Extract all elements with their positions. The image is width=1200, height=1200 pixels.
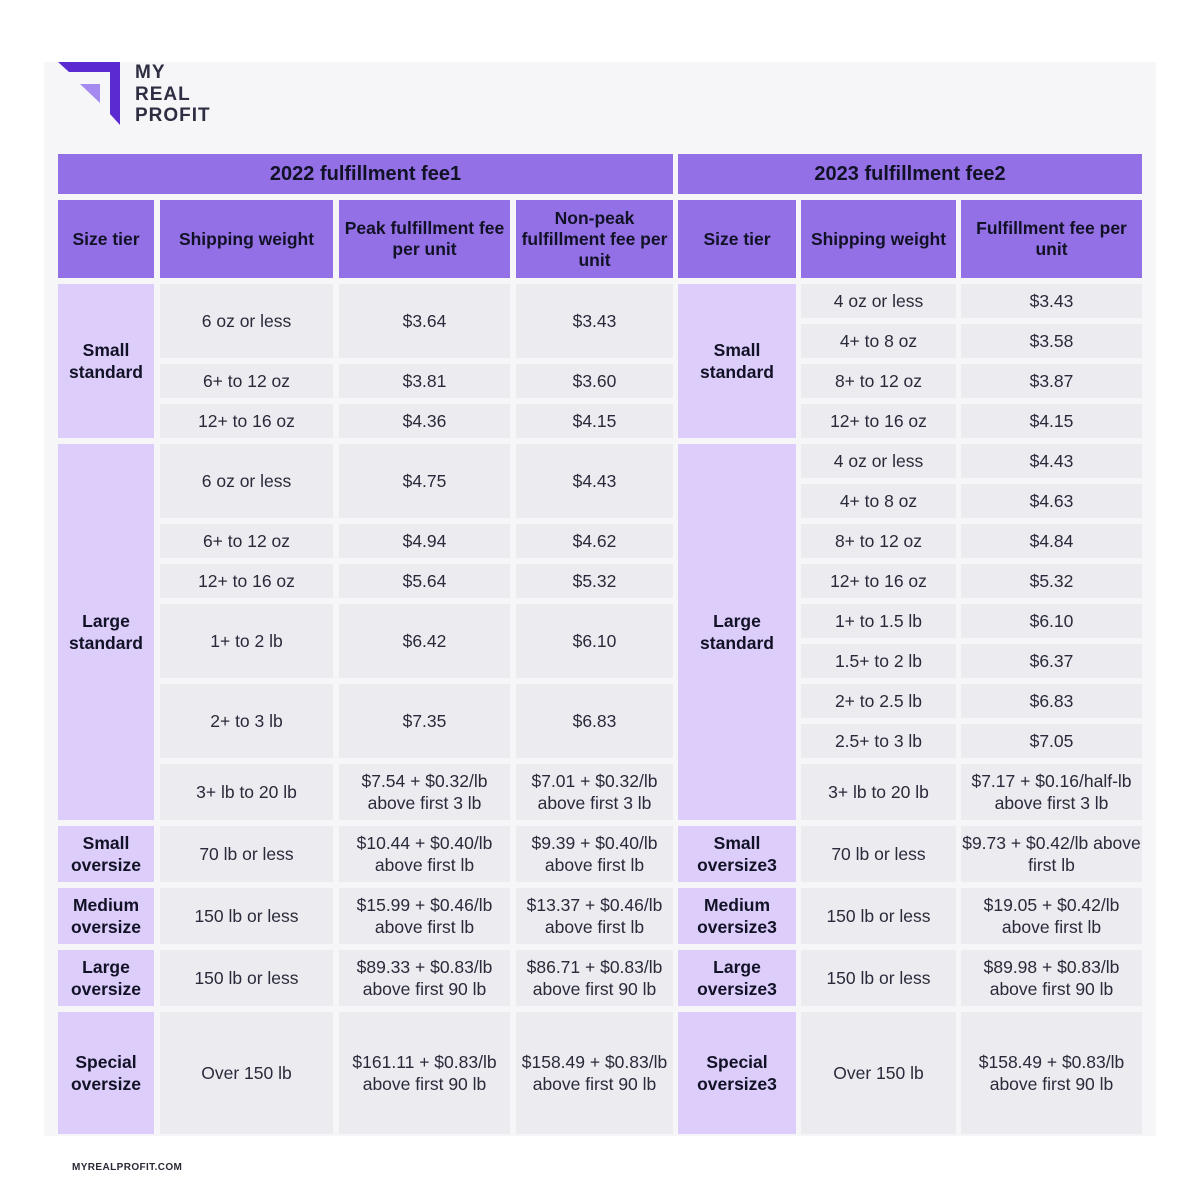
weight-cell: 3+ lb to 20 lb [160, 764, 333, 820]
peak-fee-cell: $4.75 [339, 444, 510, 518]
peak-fee-cell: $5.64 [339, 564, 510, 598]
footer-url: MYREALPROFIT.COM [72, 1162, 183, 1173]
nonpeak-fee-cell: $7.01 + $0.32/lb above first 3 lb [516, 764, 673, 820]
weight-cell: 70 lb or less [160, 826, 333, 882]
table-title-2023: 2023 fulfillment fee2 [678, 154, 1142, 194]
brand-line: PROFIT [135, 105, 211, 126]
weight-cell: 12+ to 16 oz [801, 404, 956, 438]
fee-cell: $9.73 + $0.42/lb above first lb [961, 826, 1142, 882]
size-tier-cell: Medium oversize3 [678, 888, 796, 944]
size-tier-cell: Small oversize [58, 826, 154, 882]
nonpeak-fee-cell: $3.43 [516, 284, 673, 358]
weight-cell: 150 lb or less [801, 950, 956, 1006]
peak-fee-cell: $3.64 [339, 284, 510, 358]
nonpeak-fee-cell: $158.49 + $0.83/lb above first 90 lb [516, 1012, 673, 1134]
header-size-tier: Size tier [678, 200, 796, 278]
weight-cell: 6 oz or less [160, 284, 333, 358]
brand-line: REAL [135, 83, 191, 105]
weight-cell: 3+ lb to 20 lb [801, 764, 956, 820]
size-tier-cell: Special oversize3 [678, 1012, 796, 1134]
size-tier-cell: Small standard [58, 284, 154, 438]
weight-cell: 1.5+ to 2 lb [801, 644, 956, 678]
weight-cell: 2+ to 2.5 lb [801, 684, 956, 718]
fee-cell: $158.49 + $0.83/lb above first 90 lb [961, 1012, 1142, 1134]
peak-fee-cell: $7.35 [339, 684, 510, 758]
weight-cell: 8+ to 12 oz [801, 524, 956, 558]
size-tier-cell: Large oversize [58, 950, 154, 1006]
nonpeak-fee-cell: $4.62 [516, 524, 673, 558]
brand-line: MY [135, 62, 166, 83]
header-shipping-weight: Shipping weight [801, 200, 956, 278]
nonpeak-fee-cell: $3.60 [516, 364, 673, 398]
nonpeak-fee-cell: $9.39 + $0.40/lb above first lb [516, 826, 673, 882]
fee-cell: $7.05 [961, 724, 1142, 758]
size-tier-cell: Small oversize3 [678, 826, 796, 882]
fee-cell: $3.58 [961, 324, 1142, 358]
peak-fee-cell: $161.11 + $0.83/lb above first 90 lb [339, 1012, 510, 1134]
fee-cell: $19.05 + $0.42/lb above first lb [961, 888, 1142, 944]
weight-cell: 12+ to 16 oz [801, 564, 956, 598]
fee-cell: $6.83 [961, 684, 1142, 718]
fee-cell: $4.43 [961, 444, 1142, 478]
fee-cell: $3.87 [961, 364, 1142, 398]
weight-cell: 12+ to 16 oz [160, 404, 333, 438]
size-tier-cell: Large standard [58, 444, 154, 820]
header-nonpeak-fee: Non-peak fulfillment fee per unit [516, 200, 673, 278]
header-size-tier: Size tier [58, 200, 154, 278]
nonpeak-fee-cell: $86.71 + $0.83/lb above first 90 lb [516, 950, 673, 1006]
weight-cell: Over 150 lb [801, 1012, 956, 1134]
weight-cell: 1+ to 2 lb [160, 604, 333, 678]
peak-fee-cell: $89.33 + $0.83/lb above first 90 lb [339, 950, 510, 1006]
peak-fee-cell: $15.99 + $0.46/lb above first lb [339, 888, 510, 944]
weight-cell: 6+ to 12 oz [160, 524, 333, 558]
fee-cell: $6.10 [961, 604, 1142, 638]
peak-fee-cell: $4.94 [339, 524, 510, 558]
nonpeak-fee-cell: $13.37 + $0.46/lb above first lb [516, 888, 673, 944]
peak-fee-cell: $3.81 [339, 364, 510, 398]
nonpeak-fee-cell: $6.10 [516, 604, 673, 678]
nonpeak-fee-cell: $4.15 [516, 404, 673, 438]
logo-mark-icon [56, 62, 122, 128]
weight-cell: 150 lb or less [160, 950, 333, 1006]
header-peak-fee: Peak fulfillment fee per unit [339, 200, 510, 278]
weight-cell: 4+ to 8 oz [801, 324, 956, 358]
size-tier-cell: Special oversize [58, 1012, 154, 1134]
fee-cell: $4.15 [961, 404, 1142, 438]
size-tier-cell: Large oversize3 [678, 950, 796, 1006]
weight-cell: 2.5+ to 3 lb [801, 724, 956, 758]
weight-cell: 70 lb or less [801, 826, 956, 882]
weight-cell: 12+ to 16 oz [160, 564, 333, 598]
header-shipping-weight: Shipping weight [160, 200, 333, 278]
weight-cell: 6+ to 12 oz [160, 364, 333, 398]
peak-fee-cell: $6.42 [339, 604, 510, 678]
nonpeak-fee-cell: $5.32 [516, 564, 673, 598]
weight-cell: 4 oz or less [801, 284, 956, 318]
fee-cell: $5.32 [961, 564, 1142, 598]
size-tier-cell: Medium oversize [58, 888, 154, 944]
weight-cell: 4 oz or less [801, 444, 956, 478]
peak-fee-cell: $4.36 [339, 404, 510, 438]
brand-logo [56, 62, 236, 128]
weight-cell: Over 150 lb [160, 1012, 333, 1134]
peak-fee-cell: $7.54 + $0.32/lb above first 3 lb [339, 764, 510, 820]
peak-fee-cell: $10.44 + $0.40/lb above first lb [339, 826, 510, 882]
fee-cell: $3.43 [961, 284, 1142, 318]
fee-cell: $4.63 [961, 484, 1142, 518]
weight-cell: 6 oz or less [160, 444, 333, 518]
nonpeak-fee-cell: $4.43 [516, 444, 673, 518]
brand-wordmark [135, 62, 211, 127]
fee-cell: $6.37 [961, 644, 1142, 678]
weight-cell: 4+ to 8 oz [801, 484, 956, 518]
header-fee-per-unit: Fulfillment fee per unit [961, 200, 1142, 278]
fee-cell: $4.84 [961, 524, 1142, 558]
fee-cell: $7.17 + $0.16/half-lb above first 3 lb [961, 764, 1142, 820]
fee-cell: $89.98 + $0.83/lb above first 90 lb [961, 950, 1142, 1006]
size-tier-cell: Small standard [678, 284, 796, 438]
size-tier-cell: Large standard [678, 444, 796, 820]
weight-cell: 150 lb or less [801, 888, 956, 944]
table-title-2022: 2022 fulfillment fee1 [58, 154, 673, 194]
weight-cell: 2+ to 3 lb [160, 684, 333, 758]
nonpeak-fee-cell: $6.83 [516, 684, 673, 758]
weight-cell: 150 lb or less [160, 888, 333, 944]
weight-cell: 1+ to 1.5 lb [801, 604, 956, 638]
weight-cell: 8+ to 12 oz [801, 364, 956, 398]
